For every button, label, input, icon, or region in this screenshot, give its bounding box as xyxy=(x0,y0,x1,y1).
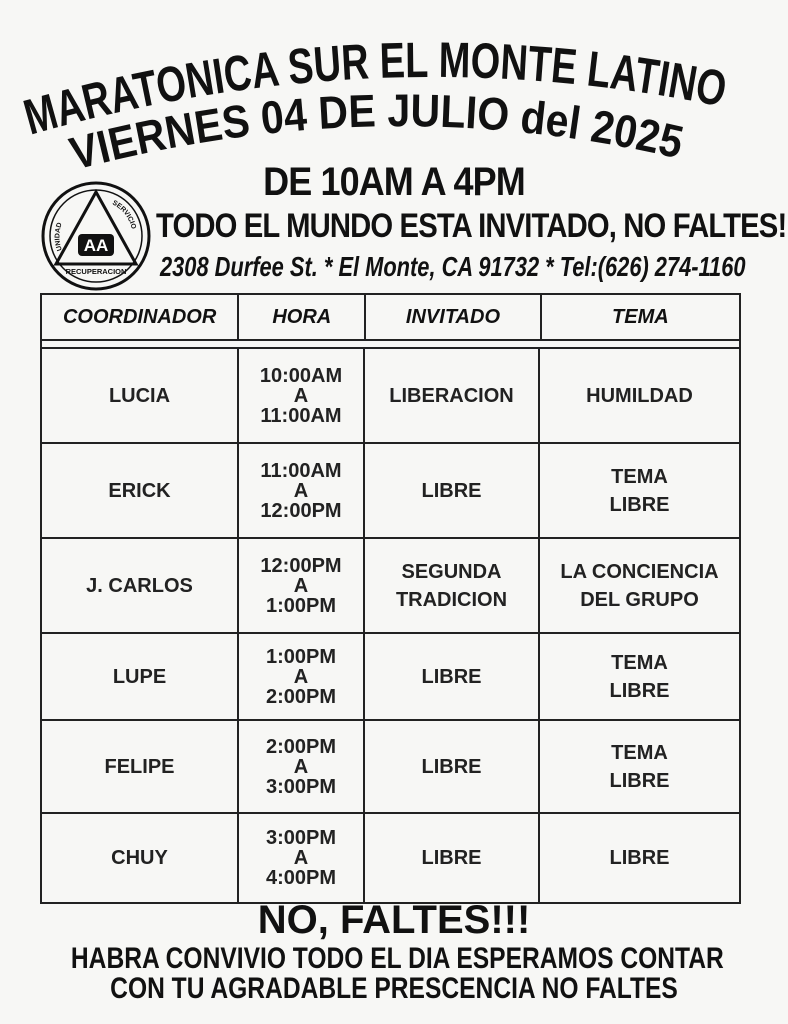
cell-hora: 2:00PM A 3:00PM xyxy=(239,721,365,812)
cell-hora: 12:00PM A 1:00PM xyxy=(239,539,365,632)
cell-coordinador: ERICK xyxy=(42,444,239,537)
logo-bottom-word: RECUPERACION xyxy=(65,267,127,276)
time-range: DE 10AM A 4PM xyxy=(263,160,525,204)
cell-coordinador: LUPE xyxy=(42,634,239,719)
event-title-text: MARATONICA SUR EL MONTE LATINO xyxy=(17,31,741,146)
schedule-table xyxy=(40,293,741,904)
header-tema: TEMA xyxy=(612,305,669,328)
cell-coordinador: J. CARLOS xyxy=(42,539,239,632)
cell-hora: 1:00PM A 2:00PM xyxy=(239,634,365,719)
table-header xyxy=(42,295,739,341)
header-hora: HORA xyxy=(239,295,366,339)
table-row xyxy=(42,721,739,814)
event-date-text: VIERNES 04 DE JULIO del 2025 xyxy=(64,84,691,170)
logo-center: AA xyxy=(83,236,109,255)
header-coordinador: COORDINADOR xyxy=(42,295,239,339)
invitation-text: TODO EL MUNDO ESTA INVITADO, NO FALTES! xyxy=(156,207,787,245)
footer-line-1: HABRA CONVIVIO TODO EL DIA ESPERAMOS CONTAR xyxy=(70,942,724,975)
address-text: 2308 Durfee St. * El Monte, CA 91732 * Tel:(626) 274-1160 xyxy=(160,251,746,282)
cell-coordinador: FELIPE xyxy=(42,721,239,812)
table-divider xyxy=(42,341,739,349)
footer-line-2: CON TU AGRADABLE PRESCENCIA NO FALTES xyxy=(110,972,678,1005)
cell-tema: HUMILDAD xyxy=(586,384,693,407)
table-row xyxy=(42,814,739,902)
footer-headline: NO, FALTES!!! xyxy=(257,898,531,942)
cell-invitado: LIBRE xyxy=(365,634,540,719)
cell-invitado: SEGUNDA TRADICION xyxy=(365,539,540,632)
cell-tema: LIBRE xyxy=(609,847,670,869)
logo-left-word: UNIDAD xyxy=(54,221,64,252)
table-row xyxy=(42,349,739,444)
cell-invitado: LIBRE xyxy=(365,721,540,812)
cell-tema: TEMA LIBRE xyxy=(609,465,670,516)
cell-coordinador: LUCIA xyxy=(42,349,239,442)
cell-tema: TEMA LIBRE xyxy=(609,651,670,702)
table-row xyxy=(42,444,739,539)
table-row xyxy=(42,539,739,634)
cell-hora: 11:00AM A 12:00PM xyxy=(239,444,365,537)
cell-hora: 3:00PM A 4:00PM xyxy=(239,814,365,902)
cell-hora: 10:00AM A 11:00AM xyxy=(239,349,365,442)
aa-triangle-logo-icon xyxy=(40,180,152,292)
cell-invitado: LIBERACION xyxy=(365,349,540,442)
cell-invitado: LIBRE xyxy=(365,814,540,902)
cell-invitado: LIBRE xyxy=(365,444,540,537)
cell-tema: LA CONCIENCIA DEL GRUPO xyxy=(560,560,719,611)
title-arc xyxy=(0,0,788,170)
logo-right-word: SERVICIO xyxy=(111,199,137,230)
cell-coordinador: CHUY xyxy=(42,814,239,902)
table-row xyxy=(42,634,739,721)
header-invitado: INVITADO xyxy=(366,295,542,339)
cell-tema: TEMA LIBRE xyxy=(609,741,670,792)
